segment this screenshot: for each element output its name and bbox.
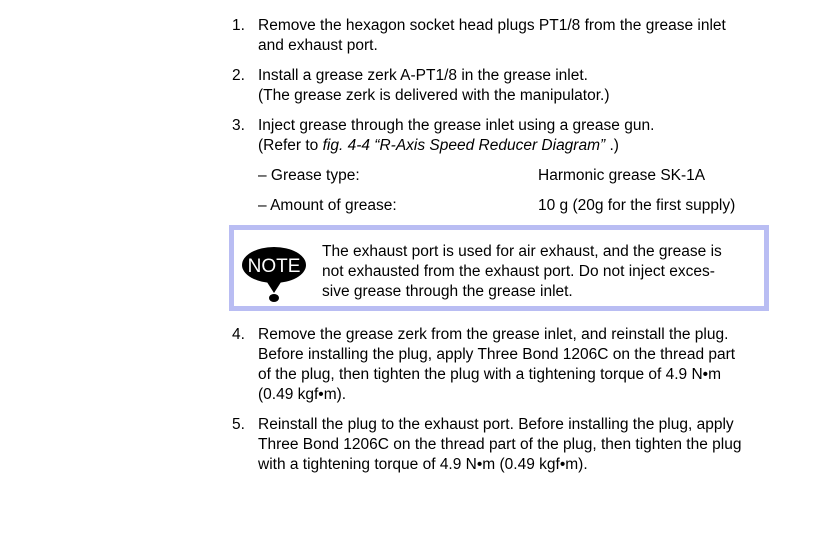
figure-reference: fig. 4-4 “R-Axis Speed Reducer Diagram” <box>322 137 606 154</box>
note-box <box>229 225 769 311</box>
spec-value: 10 g (20g for the first supply) <box>538 197 736 214</box>
step-text: Remove the grease zerk from the grease inlet, and reinstall the plug. Before installing the plug, apply Three Bond 1206C on the thread part of the plug, then tighten the plug with a tightening torque of 4.9 N•m (0.49 kgf•m). <box>258 326 736 403</box>
step-text: Reinstall the plug to the exhaust port. Before installing the plug, apply Three Bond 1206C on the thread part of the plug, then tighten the plug with a tightening torque of 4.9 N•m (0.49 kgf•m). <box>258 416 742 473</box>
step-number: 2. <box>232 67 245 84</box>
step-text: Install a grease zerk A-PT1/8 in the grease inlet. (The grease zerk is delivered with the manipulator.) <box>258 67 610 104</box>
note-text: The exhaust port is used for air exhaust, and the grease is not exhausted from the exhaust port. Do not inject exces- sive grease through the grease inlet. <box>322 243 722 300</box>
note-icon-label: NOTE <box>247 256 301 277</box>
note-icon <box>241 243 307 303</box>
step-number: 1. <box>232 17 245 34</box>
step-number: 4. <box>232 326 245 343</box>
step-text: Remove the hexagon socket head plugs PT1/8 from the grease inlet and exhaust port. <box>258 17 726 54</box>
step-number: 3. <box>232 117 245 134</box>
spec-label: – Amount of grease: <box>258 197 397 214</box>
step-text: Inject grease through the grease inlet using a grease gun. (Refer to fig. 4-4 “R-Axis Speed Reducer Diagram” .) <box>258 117 655 154</box>
step-number: 5. <box>232 416 245 433</box>
spec-value: Harmonic grease SK-1A <box>538 167 706 184</box>
spec-label: – Grease type: <box>258 167 360 184</box>
